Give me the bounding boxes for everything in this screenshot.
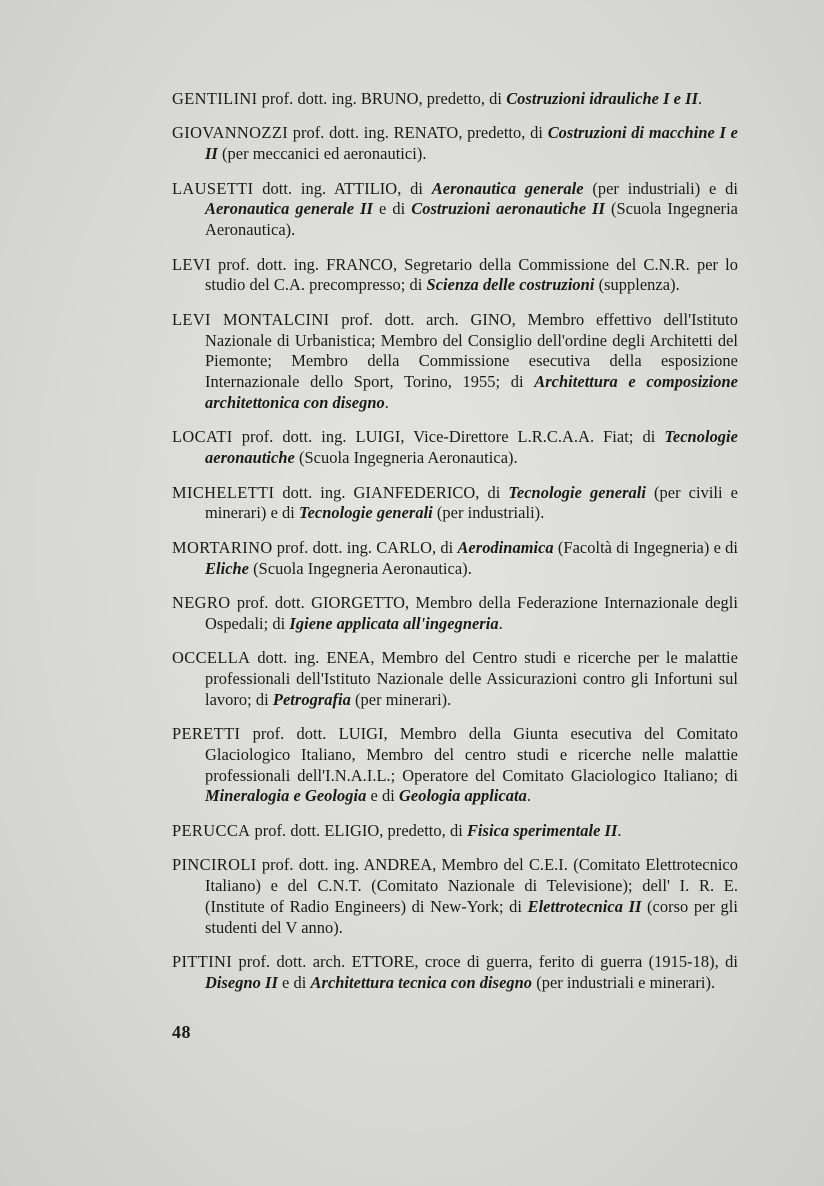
faculty-entry (172, 724, 738, 807)
faculty-surname: MICHELETTI (172, 482, 275, 502)
entry-text: (per industriali). (432, 503, 545, 523)
entry-text: prof. dott. GIORGETTO, Membro della Federazione Internazionale degli Ospedali; di (205, 592, 738, 633)
entry-text: prof. dott. ing. LUIGI, Vice-Direttore L.R.C.A.A. Fiat; di (232, 427, 665, 447)
entry-text: . (617, 820, 622, 840)
course-title: Architettura tecnica con disegno (310, 972, 533, 992)
course-title: Costruzioni aeronautiche II (411, 199, 605, 219)
faculty-entry (172, 648, 738, 710)
entry-text: prof. dott. ing. BRUNO, predetto, di (257, 89, 507, 108)
course-title: Tecnologie aeronautiche (205, 427, 738, 468)
course-title: Aerodinamica (457, 537, 554, 557)
faculty-surname: PITTINI (172, 952, 233, 972)
entry-text: prof. dott. ing. CARLO, di (272, 537, 458, 557)
course-title: Aeronautica generale II (205, 199, 373, 219)
entry-text: dott. ing. ATTILIO, di (253, 178, 432, 198)
faculty-surname: GENTILINI (172, 89, 258, 108)
faculty-entry (172, 123, 738, 165)
entry-text: . (384, 392, 389, 412)
faculty-surname: LEVI (172, 254, 211, 274)
course-title: Scienza delle costruzioni (426, 275, 595, 295)
course-title: Costruzioni di macchine I e II (205, 123, 738, 164)
page-number: 48 (172, 1022, 191, 1042)
faculty-entry (172, 593, 738, 635)
entry-text: (per industriali) e di (583, 178, 738, 198)
faculty-surname: PERETTI (172, 724, 241, 744)
faculty-entry (172, 89, 738, 110)
course-title: Tecnologie generali (299, 503, 433, 523)
faculty-surname: LEVI MONTALCINI (172, 309, 330, 329)
entry-text: (corso per gli studenti del V anno). (205, 896, 738, 937)
faculty-entry (172, 310, 738, 414)
faculty-surname: PERUCCA (172, 820, 251, 840)
course-title: Tecnologie generali (508, 482, 646, 502)
faculty-surname: PINCIROLI (172, 855, 257, 875)
course-title: Igiene applicata all'ingegneria (289, 613, 499, 633)
course-title: Petrografia (272, 689, 351, 709)
entry-text: (per minerari). (350, 689, 452, 709)
course-title: Mineralogia e Geologia (205, 786, 367, 806)
entry-text: (Scuola Ingegneria Aeronautica). (294, 448, 518, 468)
faculty-entry (172, 255, 738, 297)
entry-text: (per industriali e minerari). (532, 972, 716, 992)
entry-text: prof. dott. ing. ANDREA, Membro del C.E.I. (Comitato Elettrotecnico Italiano) e del C.N.T. (Comitato Nazionale di Televisione); dell' I. R. E. (Institute of Radio Engineers) di New-York; di (205, 855, 738, 916)
entry-text: (Scuola Ingegneria Aeronautica). (249, 558, 472, 578)
entry-text: e di (372, 199, 412, 219)
entry-text: . (698, 89, 703, 108)
entry-text: (Scuola Ingegneria Aeronautica). (205, 199, 738, 240)
faculty-entry (172, 952, 738, 994)
faculty-surname: GIOVANNOZZI (172, 123, 289, 143)
faculty-entry (172, 538, 738, 580)
entry-text: prof. dott. arch. GINO, Membro effettivo dell'Istituto Nazionale di Urbanistica; Membro del Consiglio dell'ordine degli Architetti del Piemonte; Membro della Commissione esecutiva della esposizione Internazionale dello Sport, Torino, 1955; di (205, 309, 738, 392)
faculty-entry (172, 427, 738, 469)
entry-text: prof. dott. arch. ETTORE, croce di guerra, ferito di guerra (1915-18), di (232, 952, 738, 972)
course-title: Disegno II (205, 972, 278, 992)
entry-text: prof. dott. ing. RENATO, predetto, di (288, 123, 548, 143)
entry-text: . (526, 786, 532, 806)
entry-text: . (498, 613, 503, 633)
faculty-surname: OCCELLA (172, 648, 251, 668)
entry-text: prof. dott. ELIGIO, predetto, di (250, 820, 467, 840)
course-title: Elettrotecnica II (527, 896, 642, 916)
faculty-entry (172, 855, 738, 938)
entry-text: e di (277, 972, 311, 992)
course-title: Geologia applicata (398, 786, 527, 806)
entry-text: dott. ing. GIANFEDERICO, di (274, 482, 509, 502)
faculty-entry (172, 483, 738, 525)
faculty-surname: MORTARINO (172, 537, 273, 557)
entry-text: prof. dott. ing. FRANCO, Segretario della Commissione del C.N.R. per lo studio del C.A. precompresso; di (205, 254, 738, 295)
entry-text: dott. ing. ENEA, Membro del Centro studi e ricerche per le malattie professionali dell'Istituto Nazionale delle Assicurazioni contro gli Infortuni sul lavoro; di (205, 648, 738, 709)
course-title: Costruzioni idrauliche I e II (506, 89, 699, 108)
course-title: Aeronautica generale (431, 178, 584, 198)
entry-text: prof. dott. LUIGI, Membro della Giunta esecutiva del Comitato Glaciologico Italiano, Membro del centro studi e ricerche nelle malattie professionali dell'I.N.A.I.L.; Operatore del Comitato Glaciologico Italiano; di (205, 724, 738, 785)
faculty-entry (172, 179, 738, 241)
faculty-surname: LOCATI (172, 427, 233, 447)
faculty-surname: NEGRO (172, 592, 231, 612)
entry-text: (Facoltà di Ingegneria) e di (553, 537, 738, 557)
course-title: Architettura e composizione architettonica con disegno (205, 372, 739, 412)
course-title: Eliche (205, 558, 250, 578)
faculty-surname: LAUSETTI (172, 178, 254, 198)
course-title: Fisica sperimentale II (466, 820, 618, 840)
faculty-list (172, 89, 738, 1007)
entry-text: (supplenza). (594, 275, 680, 295)
entry-text: e di (366, 786, 399, 806)
faculty-entry (172, 821, 738, 842)
entry-text: (per meccanici ed aeronautici). (217, 144, 427, 164)
entry-text: (per civili e minerari) e di (205, 482, 739, 523)
